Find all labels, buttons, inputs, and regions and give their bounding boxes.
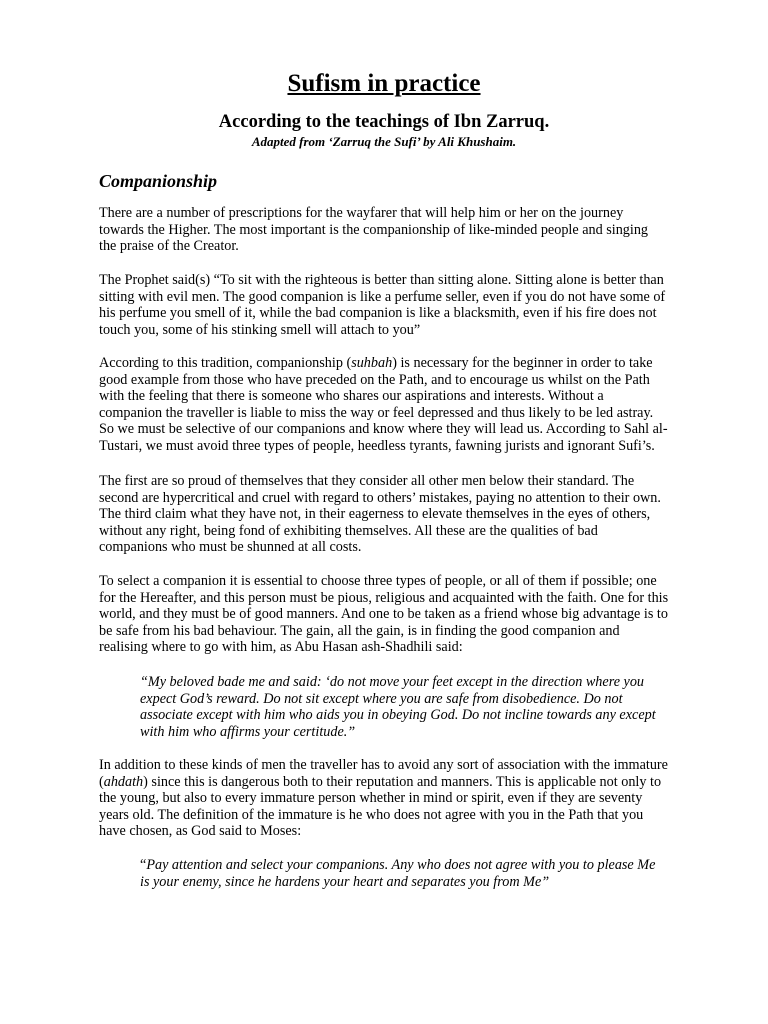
quote-fragment: Pay attention and select your companions. Any who does not agree with you to please Me xyxy=(146,857,656,873)
quote-line: associate except with him who aids you in obeying God. Do not incline towards any except xyxy=(140,707,656,724)
italic-term: suhbah xyxy=(351,355,393,371)
paragraph-prophet-saying xyxy=(99,272,679,338)
text-fragment: According to this tradition, companionship ( xyxy=(99,355,352,371)
text-line: There are a number of prescriptions for the wayfarer that will help him or her on the journey xyxy=(99,205,624,221)
text-line: sitting with evil men. The good companion is like a perfume seller, even if you do not have some of xyxy=(99,288,666,305)
text-line: years old. The definition of the immature is he who does not agree with you in the Path that you xyxy=(99,806,644,823)
text-line: good example from those who have preceded on the Path, and to encourage us whilst on the Path xyxy=(99,371,650,388)
section-heading: Companionship xyxy=(99,171,218,191)
text-line: have chosen, as God said to Moses: xyxy=(99,823,302,840)
text-line: The third claim what they have not, in their eagerness to elevate themselves in the eyes of others, xyxy=(99,506,651,523)
text-line: Tustari, we must avoid three types of people, heedless tyrants, fawning jurists and ignorant Sufi’s. xyxy=(99,437,655,454)
text-line: the young, but also to every immature person whether in mind or spirit, even if they are seventy xyxy=(99,790,643,807)
document-subtitle: According to the teachings of Ibn Zarruq. xyxy=(218,112,550,132)
paragraph-tradition xyxy=(99,355,679,455)
text-line: touch you, some of his stinking smell will attach to you” xyxy=(99,321,421,338)
text-line: The Prophet said(s) “To sit with the righteous is better than sitting alone. Sitting alone is better than xyxy=(99,272,664,288)
text-line: To select a companion it is essential to choose three types of people, or all of them if possible; one xyxy=(99,573,657,589)
text-line: second are hypercritical and cruel with regard to others’ mistakes, paying no attention to their own. xyxy=(99,489,661,506)
italic-term: ahdath xyxy=(103,773,144,790)
quote-line: expect God’s reward. Do not sit except where you are safe from disobedience. Do not xyxy=(140,690,623,707)
attribution-line: Adapted from ‘Zarruq the Sufi’ by Ali Khushaim. xyxy=(251,134,517,149)
text-line: with the feeling that there is someone who shares our aspirations and interests. Without a xyxy=(99,388,604,405)
document-title: Sufism in practice xyxy=(287,70,481,97)
text-fragment: ) since this is dangerous both to their reputation and manners. This is applicable not only to xyxy=(143,773,662,790)
text-line: realising where to go with him, as Abu Hasan ash-Shadhili said: xyxy=(99,639,463,656)
text-line: The first are so proud of themselves that they consider all other men below their standard. The xyxy=(99,473,635,489)
text-line: In addition to these kinds of men the traveller has to avoid any sort of association with the immature xyxy=(99,757,668,773)
quote-mark: “ xyxy=(140,857,147,873)
text-line: for the Hereafter, and this person must be pious, religious and acquainted with the faith. One for this xyxy=(99,589,669,606)
text-line: companion the traveller is liable to miss the way or feel depressed and thus likely to be led astray. xyxy=(99,404,654,421)
text-line: the praise of the Creator. xyxy=(99,238,239,255)
text-line: So we must be selective of our companions and know where they will lead us. According to Sahl al- xyxy=(99,421,668,438)
blockquote-moses xyxy=(140,857,680,890)
paragraph-intro xyxy=(99,205,679,255)
paragraph-select-companion xyxy=(99,573,679,656)
quote-line: “My beloved bade me and said: ‘do not move your feet except in the direction where you xyxy=(140,674,645,690)
quote-line: with him who affirms your certitude.” xyxy=(140,723,356,740)
quote-line: is your enemy, since he hardens your heart and separates you from Me” xyxy=(140,873,550,890)
text-line: be safe from his bad behaviour. The gain, all the gain, is in finding the good companion and xyxy=(99,622,620,639)
paragraph-three-types xyxy=(99,473,679,556)
text-line: world, and they must be of good manners. And one to be taken as a friend whose big advantage is to xyxy=(99,606,668,623)
text-fragment: ( xyxy=(99,773,104,790)
blockquote-shadhili xyxy=(140,674,680,740)
text-line: companions who must be shunned at all costs. xyxy=(99,539,362,556)
text-line: towards the Higher. The most important is the companionship of like-minded people and singing xyxy=(99,221,649,238)
text-line: his perfume you smell of it, while the bad companion is like a blacksmith, even if his fire does not xyxy=(99,305,657,322)
text-fragment: ) is necessary for the beginner in order to take xyxy=(392,355,653,371)
text-line: without any right, being fond of exhibiting themselves. All these are the qualities of bad xyxy=(99,522,598,539)
paragraph-immature xyxy=(99,757,679,840)
